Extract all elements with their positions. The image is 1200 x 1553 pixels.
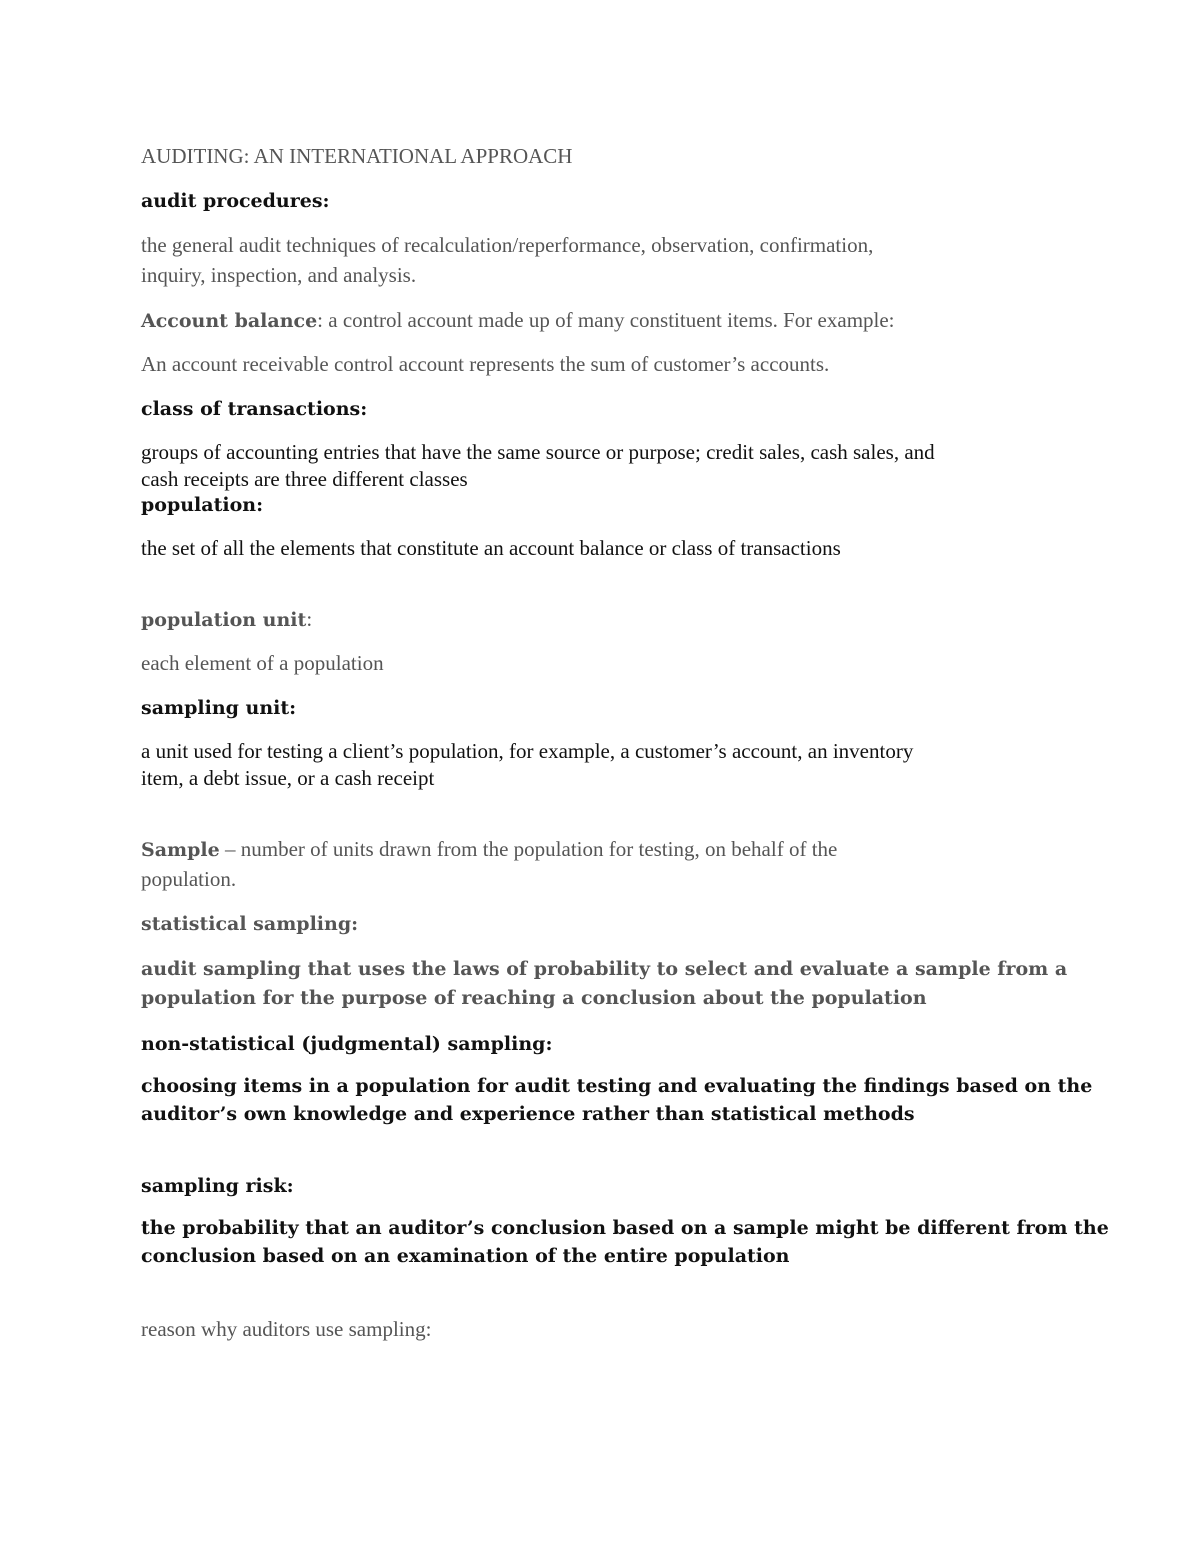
- definition-line: a unit used for testing a client’s population, for example, a customer’s account, an inventory: [141, 739, 914, 763]
- document-title: AUDITING: AN INTERNATIONAL APPROACH: [141, 144, 573, 168]
- definition-line: conclusion based on an examination of the entire population: [141, 1245, 790, 1267]
- term-population-unit-line: [141, 607, 312, 632]
- definition-line: An account receivable control account represents the sum of customer’s accounts.: [141, 352, 830, 376]
- term-suffix: – number of units drawn from the population for testing, on behalf of the: [219, 837, 838, 861]
- definition-line: cash receipts are three different classes: [141, 467, 468, 491]
- term-sampling-unit: sampling unit:: [141, 697, 297, 719]
- term-sample-line: [141, 837, 837, 862]
- term-suffix: :: [306, 607, 313, 631]
- term-statistical-sampling: statistical sampling:: [141, 913, 359, 935]
- term-sampling-risk: sampling risk:: [141, 1175, 294, 1197]
- definition-line: item, a debt issue, or a cash receipt: [141, 766, 435, 790]
- term-suffix: : a control account made up of many constituent items. For example:: [317, 308, 895, 332]
- term-non-statistical-sampling: non-statistical (judgmental) sampling:: [141, 1033, 553, 1055]
- definition-line: the general audit techniques of recalculation/reperformance, observation, confirmation,: [141, 233, 874, 257]
- definition-line: population.: [141, 867, 237, 891]
- term-population: population:: [141, 494, 264, 516]
- closing-line: reason why auditors use sampling:: [141, 1317, 432, 1341]
- definition-line: choosing items in a population for audit testing and evaluating the findings based on the: [141, 1075, 1093, 1097]
- definition-line: the set of all the elements that constitute an account balance or class of transactions: [141, 536, 841, 560]
- definition-line: population for the purpose of reaching a conclusion about the population: [141, 987, 927, 1009]
- definition-line: groups of accounting entries that have the same source or purpose; credit sales, cash sales, and: [141, 440, 935, 464]
- term-audit-procedures: audit procedures:: [141, 190, 330, 212]
- definition-line: inquiry, inspection, and analysis.: [141, 263, 417, 287]
- term-account-balance-line: [141, 308, 895, 333]
- definition-line: each element of a population: [141, 651, 384, 675]
- term-sample: Sample: [141, 839, 220, 861]
- definition-line: auditor’s own knowledge and experience rather than statistical methods: [141, 1103, 915, 1125]
- definition-line: the probability that an auditor’s conclusion based on a sample might be different from the: [141, 1217, 1109, 1239]
- term-population-unit: population unit: [141, 609, 307, 631]
- term-class-of-transactions: class of transactions:: [141, 398, 368, 420]
- term-account-balance: Account balance: [141, 310, 318, 332]
- definition-line: audit sampling that uses the laws of probability to select and evaluate a sample from a: [141, 958, 1068, 980]
